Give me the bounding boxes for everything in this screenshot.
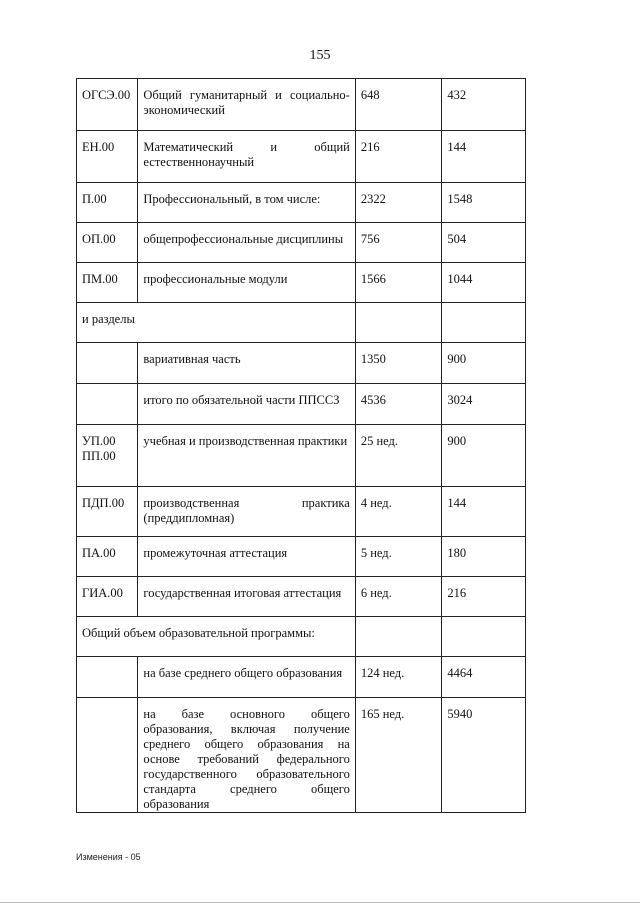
row-name: вариативная часть bbox=[138, 343, 355, 384]
table-row bbox=[77, 577, 526, 617]
row-code: УП.00 ПП.00 bbox=[77, 425, 138, 487]
row-required-load: 900 bbox=[442, 425, 526, 487]
table-row bbox=[77, 183, 526, 223]
page-number: 155 bbox=[309, 48, 331, 63]
table-row bbox=[77, 425, 526, 487]
table-row bbox=[77, 223, 526, 263]
table-row bbox=[77, 343, 526, 384]
row-required-load: 432 bbox=[442, 79, 526, 131]
row-required-load: 180 bbox=[442, 537, 526, 577]
row-code bbox=[77, 384, 138, 425]
row-name: промежуточная аттестация bbox=[138, 537, 355, 577]
row-name: общепрофессиональные дисциплины bbox=[138, 223, 355, 263]
section-label: и разделы bbox=[77, 303, 356, 343]
row-code bbox=[77, 698, 138, 813]
row-required-load: 1044 bbox=[442, 263, 526, 303]
row-name: производственная практика (преддипломная) bbox=[138, 487, 355, 537]
row-max-load: 6 нед. bbox=[355, 577, 442, 617]
table-row bbox=[77, 657, 526, 698]
row-code: ПМ.00 bbox=[77, 263, 138, 303]
table-row bbox=[77, 263, 526, 303]
row-code: ОП.00 bbox=[77, 223, 138, 263]
empty-cell bbox=[442, 617, 526, 657]
row-code bbox=[77, 657, 138, 698]
row-required-load: 3024 bbox=[442, 384, 526, 425]
row-max-load: 756 bbox=[355, 223, 442, 263]
row-required-load: 4464 bbox=[442, 657, 526, 698]
row-required-load: 216 bbox=[442, 577, 526, 617]
row-max-load: 124 нед. bbox=[355, 657, 442, 698]
row-code: ЕН.00 bbox=[77, 131, 138, 183]
table-row bbox=[77, 131, 526, 183]
row-name: Общий гуманитарный и социально-экономический bbox=[138, 79, 355, 131]
row-required-load: 900 bbox=[442, 343, 526, 384]
row-max-load: 4536 bbox=[355, 384, 442, 425]
row-max-load: 648 bbox=[355, 79, 442, 131]
row-required-load: 144 bbox=[442, 131, 526, 183]
empty-cell bbox=[442, 303, 526, 343]
section-row bbox=[77, 303, 526, 343]
row-max-load: 216 bbox=[355, 131, 442, 183]
total-label: Общий объем образовательной программы: bbox=[77, 617, 356, 657]
row-name: государственная итоговая аттестация bbox=[138, 577, 355, 617]
row-code bbox=[77, 343, 138, 384]
curriculum-table bbox=[76, 78, 526, 813]
row-max-load: 4 нед. bbox=[355, 487, 442, 537]
empty-cell bbox=[355, 303, 442, 343]
row-required-load: 5940 bbox=[442, 698, 526, 813]
row-max-load: 1350 bbox=[355, 343, 442, 384]
row-code: ПА.00 bbox=[77, 537, 138, 577]
footer-revision-note: Изменения - 05 bbox=[76, 852, 141, 862]
row-code: ГИА.00 bbox=[77, 577, 138, 617]
table-row bbox=[77, 384, 526, 425]
row-name: на базе среднего общего образования bbox=[138, 657, 355, 698]
row-required-load: 504 bbox=[442, 223, 526, 263]
row-max-load: 5 нед. bbox=[355, 537, 442, 577]
table-row bbox=[77, 698, 526, 813]
row-required-load: 1548 bbox=[442, 183, 526, 223]
row-max-load: 25 нед. bbox=[355, 425, 442, 487]
table-row bbox=[77, 79, 526, 131]
table-row bbox=[77, 487, 526, 537]
row-max-load: 2322 bbox=[355, 183, 442, 223]
total-section-row bbox=[77, 617, 526, 657]
row-name: учебная и производственная практики bbox=[138, 425, 355, 487]
row-name: Профессиональный, в том числе: bbox=[138, 183, 355, 223]
row-name: итого по обязательной части ППССЗ bbox=[138, 384, 355, 425]
row-required-load: 144 bbox=[442, 487, 526, 537]
page-edge-divider bbox=[0, 902, 640, 903]
table-row bbox=[77, 537, 526, 577]
row-name: профессиональные модули bbox=[138, 263, 355, 303]
row-name: на базе основного общего образования, включая получение среднего общего образования на основе требований федерального государственного образовательного стандарта среднего общего образования bbox=[138, 698, 355, 813]
row-code: ПДП.00 bbox=[77, 487, 138, 537]
row-code: ОГСЭ.00 bbox=[77, 79, 138, 131]
row-max-load: 165 нед. bbox=[355, 698, 442, 813]
row-max-load: 1566 bbox=[355, 263, 442, 303]
row-code: П.00 bbox=[77, 183, 138, 223]
row-name: Математический и общий естественнонаучный bbox=[138, 131, 355, 183]
empty-cell bbox=[355, 617, 442, 657]
